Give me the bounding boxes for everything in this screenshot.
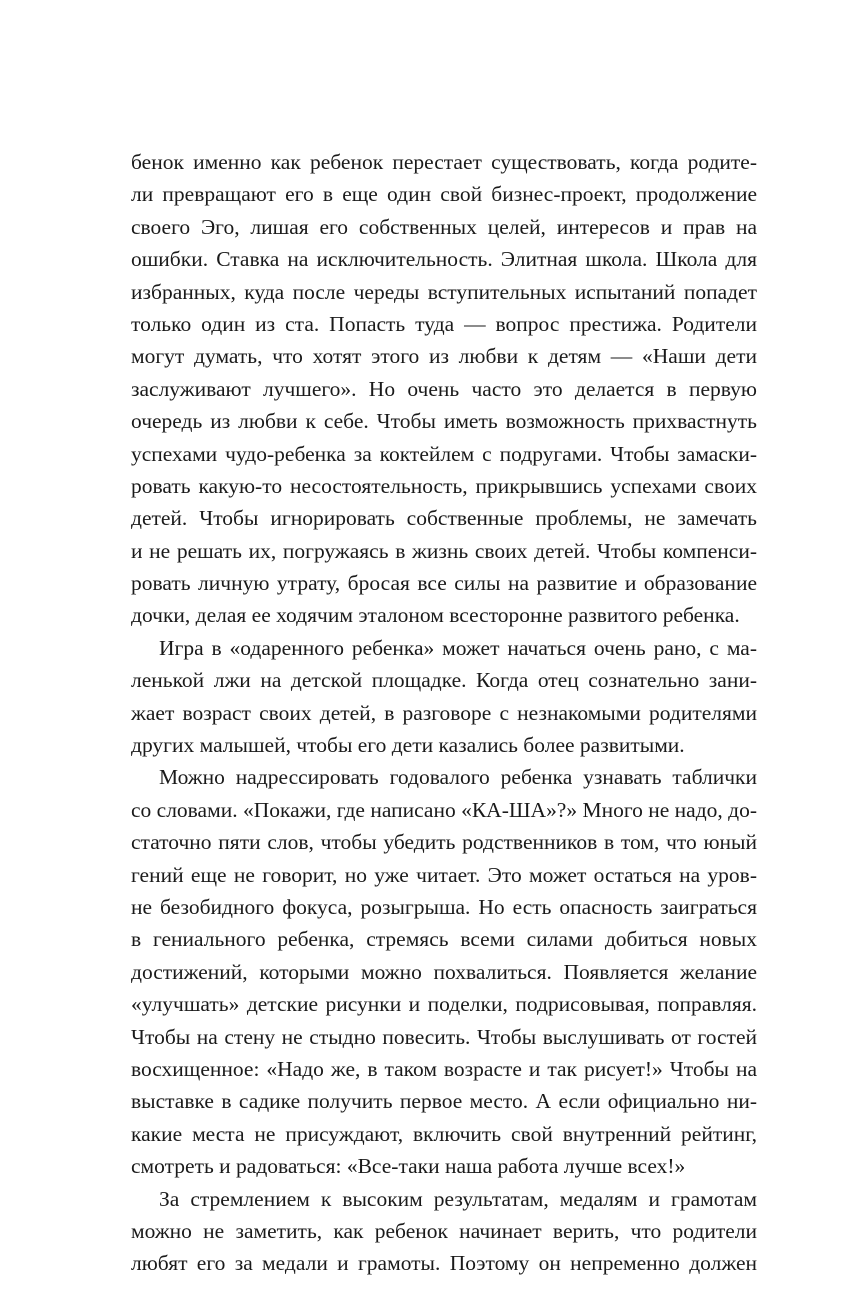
- text-line: гений еще не говорит, но уже читает. Это может остаться на уров-: [131, 862, 757, 887]
- text-line: достижений, которыми можно похвалиться. Появляется желание: [131, 959, 757, 984]
- text-line: жает возраст своих детей, в разговоре с незнакомыми родителями: [131, 700, 757, 725]
- text-line: заслуживают лучшего». Но очень часто это делается в первую: [131, 376, 757, 401]
- text-line: Можно надрессировать годовалого ребенка узнавать таблички: [159, 765, 757, 790]
- text-line: детей. Чтобы игнорировать собственные проблемы, не замечать: [131, 506, 757, 531]
- text-line: дочки, делая ее ходячим эталоном всесторонне развитого ребенка.: [131, 603, 740, 628]
- body-text: [131, 146, 757, 1280]
- text-line: Игра в «одаренного ребенка» может начаться очень рано, с ма-: [159, 635, 757, 660]
- text-line: статочно пяти слов, чтобы убедить родственников в том, что юный: [131, 830, 757, 855]
- text-line: можно не заметить, как ребенок начинает верить, что родители: [131, 1218, 757, 1243]
- text-line: ленькой лжи на детской площадке. Когда отец сознательно зани-: [131, 668, 757, 693]
- text-line: ли превращают его в еще один свой бизнес-проект, продолжение: [131, 182, 757, 207]
- text-line: любят его за медали и грамоты. Поэтому он непременно должен: [131, 1251, 757, 1276]
- text-line: ошибки. Ставка на исключительность. Элитная школа. Школа для: [131, 247, 757, 272]
- text-line: со словами. «Покажи, где написано «КА-ША»?» Много не надо, до-: [131, 797, 757, 822]
- paragraph-2: [131, 632, 757, 762]
- text-line: За стремлением к высоким результатам, медалям и грамотам: [159, 1186, 757, 1211]
- text-line: могут думать, что хотят этого из любви к детям — «Наши дети: [131, 344, 757, 369]
- text-line: очередь из любви к себе. Чтобы иметь возможность прихвастнуть: [131, 409, 757, 434]
- text-line: в гениального ребенка, стремясь всеми силами добиться новых: [131, 927, 757, 952]
- text-line: смотреть и радоваться: «Все-таки наша работа лучше всех!»: [131, 1154, 686, 1179]
- text-line: выставке в садике получить первое место. А если официально ни-: [131, 1089, 757, 1114]
- text-line: не безобидного фокуса, розыгрыша. Но есть опасность заиграться: [131, 894, 757, 919]
- text-line: «улучшать» детские рисунки и поделки, подрисовывая, поправляя.: [131, 992, 757, 1017]
- text-line: только один из ста. Попасть туда — вопрос престижа. Родители: [131, 311, 757, 336]
- text-line: ровать какую-то несостоятельность, прикрывшись успехами своих: [131, 473, 757, 498]
- paragraph-1: [131, 146, 757, 632]
- text-line: успехами чудо-ребенка за коктейлем с подругами. Чтобы замаски-: [131, 441, 757, 466]
- text-line: избранных, куда после череды вступительных испытаний попадет: [131, 279, 757, 304]
- paragraph-3: [131, 761, 757, 1182]
- text-line: своего Эго, лишая его собственных целей, интересов и прав на: [131, 214, 757, 239]
- paragraph-4: [131, 1183, 757, 1280]
- text-line: бенок именно как ребенок перестает существовать, когда родите-: [131, 150, 757, 174]
- text-line: ровать личную утрату, бросая все силы на развитие и образование: [131, 571, 757, 596]
- text-line: какие места не присуждают, включить свой внутренний рейтинг,: [131, 1121, 757, 1146]
- text-line: и не решать их, погружаясь в жизнь своих детей. Чтобы компенси-: [131, 538, 757, 563]
- text-line: восхищенное: «Надо же, в таком возрасте и так рисует!» Чтобы на: [131, 1056, 757, 1081]
- text-line: других малышей, чтобы его дети казались более развитыми.: [131, 733, 685, 758]
- text-line: Чтобы на стену не стыдно повесить. Чтобы выслушивать от гостей: [131, 1024, 757, 1049]
